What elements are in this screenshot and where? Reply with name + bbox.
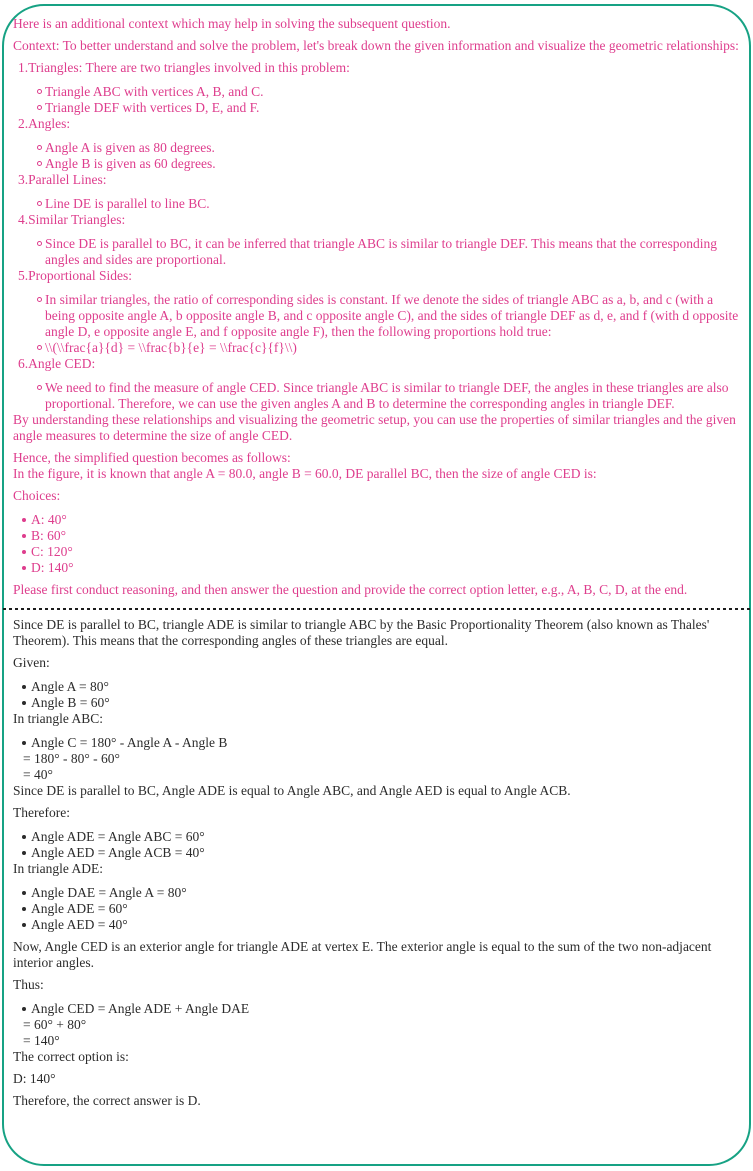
item-number: 5. [18,268,29,283]
sub-item [18,100,743,116]
choice-text: B: 60° [31,528,67,543]
therefore-text: Angle ADE = Angle ABC = 60° [31,829,205,844]
calc-continuation: = 40° [23,767,53,782]
item-title: Parallel Lines: [28,172,107,187]
ced-calculation [13,1001,743,1049]
sub-item [18,236,743,268]
bullet-dot-icon [22,923,26,927]
given-list [13,679,743,711]
ade-text: Angle ADE = 60° [31,901,128,916]
qa-card-panel [2,4,751,1166]
simplified-question [13,450,743,482]
numbered-item-angles [13,116,743,172]
bullet-dot-icon [22,741,26,745]
given-text: Angle A = 80° [31,679,109,694]
answer-section [13,617,743,1109]
correct-option-label: The correct option is: [13,1049,129,1064]
item-number: 3. [18,172,29,187]
ade-text: Angle AED = 40° [31,917,128,932]
item-title: Proportional Sides: [28,268,132,283]
circle-bullet-icon [37,241,42,246]
context-section [13,16,743,598]
item-number: 4. [18,212,29,227]
calc-line [13,735,743,751]
simplified-question-lead: Hence, the simplified question becomes as follows: [13,450,291,465]
item-title: Angle CED: [28,356,96,371]
sub-item [18,292,743,340]
correct-option-value: D: 140° [13,1071,56,1086]
final-answer-line: Therefore, the correct answer is D. [13,1093,201,1108]
given-text: Angle B = 60° [31,695,110,710]
ade-list [13,885,743,933]
item-number: 6. [18,356,29,371]
item-number: 1. [18,60,29,75]
circle-bullet-icon [37,345,42,350]
sub-item-text: Line DE is parallel to line BC. [45,196,210,211]
given-item [13,679,743,695]
parallel-note: Since DE is parallel to BC, Angle ADE is equal to Angle ABC, and Angle AED is equal to Angle ACB. [13,783,571,798]
sub-item-text: We need to find the measure of angle CED. Since triangle ABC is similar to triangle DEF, the angles in these triangles are also proportional. Therefore, we can use the given angles A and B to determine the corresponding angles in triangle DEF. [45,380,729,411]
calc-line [13,1001,743,1017]
sub-item-formula [18,340,743,356]
sub-item [18,156,743,172]
therefore-label: Therefore: [13,805,70,820]
sub-item-text: Since DE is parallel to BC, it can be inferred that triangle ABC is similar to triangle DEF. This means that the corresponding angles and sides are proportional. [45,236,718,267]
numbered-item-parallel-lines [13,172,743,212]
bullet-dot-icon [22,851,26,855]
bullet-dot-icon [22,835,26,839]
choice-d [13,560,743,576]
bullet-dot-icon [22,907,26,911]
calc-continuation: = 140° [23,1033,60,1048]
simplified-question-text: In the figure, it is known that angle A = 80.0, angle B = 60.0, DE parallel BC, then the size of angle CED is: [13,466,597,481]
choice-c [13,544,743,560]
circle-bullet-icon [37,385,42,390]
therefore-item [13,829,743,845]
bullet-dot-icon [22,534,26,538]
bullet-dot-icon [22,685,26,689]
item-title: Similar Triangles: [28,212,126,227]
item-number: 2. [18,116,29,131]
abc-calculation [13,735,743,783]
sub-item [18,380,743,412]
choice-text: A: 40° [31,512,67,527]
numbered-item-angle-ced [13,356,743,412]
choice-b [13,528,743,544]
circle-bullet-icon [37,201,42,206]
context-numbered-list [13,60,743,412]
choice-a [13,512,743,528]
choices-label: Choices: [13,488,61,503]
intro-line: Here is an additional context which may help in solving the subsequent question. [13,16,451,31]
choice-text: C: 120° [31,544,73,559]
bullet-dot-icon [22,550,26,554]
ade-text: Angle DAE = Angle A = 80° [31,885,187,900]
sub-item [18,140,743,156]
choices-list [13,512,743,576]
given-item [13,695,743,711]
ade-item [13,901,743,917]
context-lead: Context: To better understand and solve the problem, let's break down the given information and visualize the geometric relationships: [13,38,739,53]
therefore-text: Angle AED = Angle ACB = 40° [31,845,205,860]
numbered-item-proportional-sides [13,268,743,356]
sub-item [18,84,743,100]
bullet-dot-icon [22,566,26,570]
calc-continuation: = 60° + 80° [23,1017,87,1032]
circle-bullet-icon [37,105,42,110]
context-summary: By understanding these relationships and visualizing the geometric setup, you can use the properties of similar triangles and the given angle measures to determine the size of angle CED. [13,412,736,443]
item-title: Angles: [28,116,71,131]
bullet-dot-icon [22,891,26,895]
exterior-angle-note: Now, Angle CED is an exterior angle for triangle ADE at vertex E. The exterior angle is equal to the sum of the two non-adjacent interior angles. [13,939,712,970]
circle-bullet-icon [37,89,42,94]
item-title: Triangles: There are two triangles involved in this problem: [28,60,350,75]
bullet-dot-icon [22,1007,26,1011]
bullet-dot-icon [22,701,26,705]
sub-item-text: In similar triangles, the ratio of corresponding sides is constant. If we denote the sides of triangle ABC as a, b, and c (with a being opposite angle A, b opposite angle B, and c opposite angle C), and the sides of triangle DEF as d, e, and f (with d opposite angle D, e opposite angle E, and f opposite angle F), then the following proportions hold true: [45,292,739,339]
thus-label: Thus: [13,977,44,992]
calc-continuation: = 180° - 80° - 60° [23,751,120,766]
ade-item [13,885,743,901]
latex-fraction-text: \\(\\frac{a}{d} = \\frac{b}{e} = \\frac{c}{f}\\) [45,340,297,355]
instruction-line: Please first conduct reasoning, and then answer the question and provide the correct option letter, e.g., A, B, C, D, at the end. [13,582,688,597]
ade-item [13,917,743,933]
circle-bullet-icon [37,297,42,302]
in-triangle-abc-label: In triangle ABC: [13,711,103,726]
choice-text: D: 140° [31,560,74,575]
calc-text: Angle C = 180° - Angle A - Angle B [31,735,228,750]
sub-item-text: Angle B is given as 60 degrees. [45,156,216,171]
circle-bullet-icon [37,161,42,166]
sub-item [18,196,743,212]
numbered-item-triangles [13,60,743,116]
given-label: Given: [13,655,50,670]
therefore-item [13,845,743,861]
sub-item-text: Triangle DEF with vertices D, E, and F. [45,100,260,115]
reasoning-intro: Since DE is parallel to BC, triangle ADE is similar to triangle ABC by the Basic Proportionality Theorem (also known as Thales' Theorem). This means that the corresponding angles of these triangles are equal. [13,617,710,648]
sub-item-text: Triangle ABC with vertices A, B, and C. [45,84,264,99]
bullet-dot-icon [22,518,26,522]
therefore-list [13,829,743,861]
in-triangle-ade-label: In triangle ADE: [13,861,103,876]
dashed-separator [0,608,753,610]
sub-item-text: Angle A is given as 80 degrees. [45,140,215,155]
circle-bullet-icon [37,145,42,150]
numbered-item-similar-triangles [13,212,743,268]
calc-text: Angle CED = Angle ADE + Angle DAE [31,1001,250,1016]
